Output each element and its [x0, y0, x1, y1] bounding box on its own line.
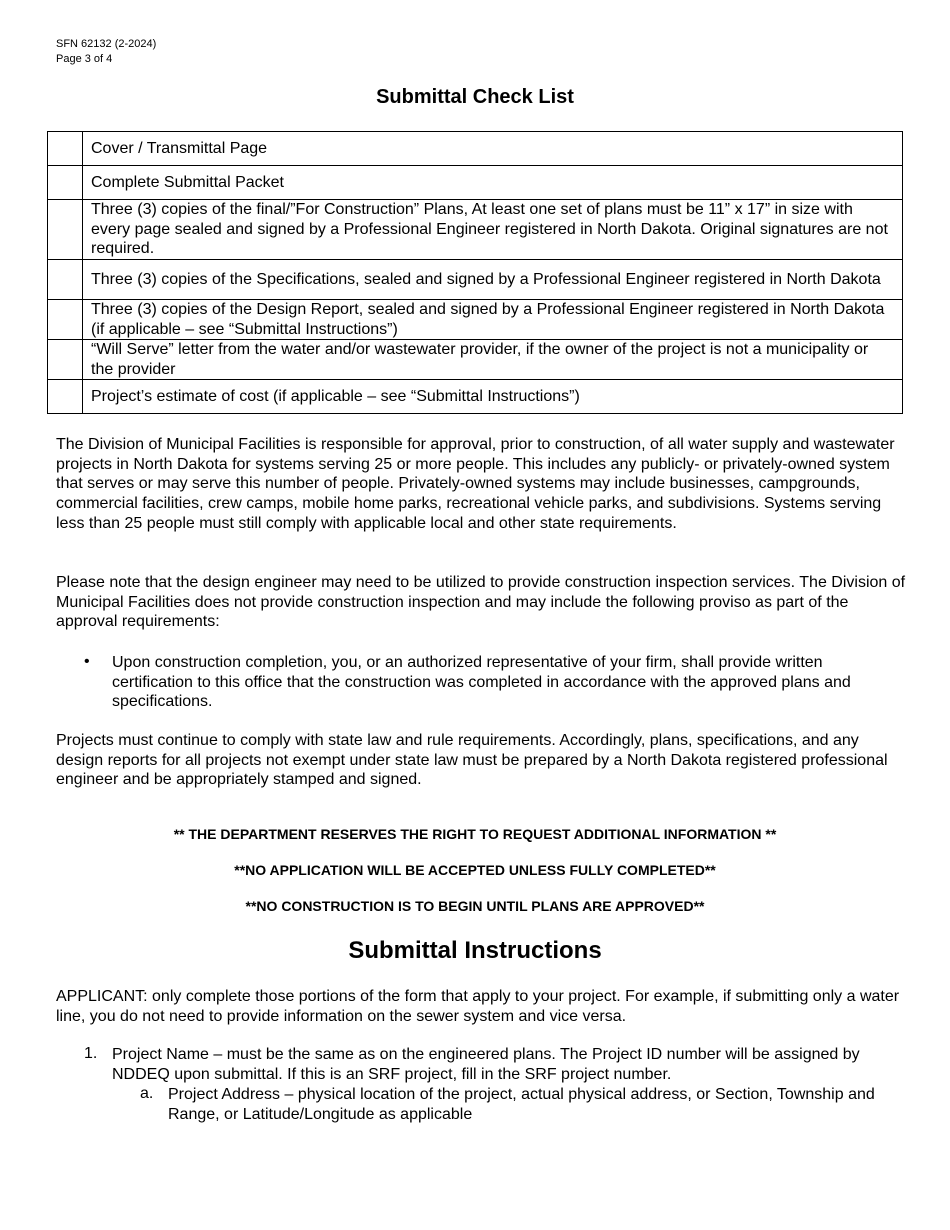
- notice-plans-approved: **NO CONSTRUCTION IS TO BEGIN UNTIL PLANS ARE APPROVED**: [245, 898, 705, 914]
- bullet-construction-certification: Upon construction completion, you, or an authorized representative of your firm, shall provide written certification to this office that the construction was completed in accordance with the approved plans and specifications.: [112, 654, 851, 711]
- table-row: [48, 200, 903, 260]
- checkbox-cell[interactable]: [48, 300, 83, 340]
- list-letter: a.: [140, 1085, 154, 1102]
- table-row: [48, 166, 903, 200]
- instructions-title: Submittal Instructions: [348, 937, 602, 964]
- paragraph-inspection-note: Please note that the design engineer may need to be utilized to provide construction inspection services. The Division of Municipal Facilities does not provide construction inspection and may include the following proviso as part of the approval requirements:: [56, 574, 906, 631]
- notice-fully-completed: **NO APPLICATION WILL BE ACCEPTED UNLESS FULLY COMPLETED**: [234, 862, 716, 878]
- checkbox-cell[interactable]: [48, 380, 83, 414]
- table-row: [48, 260, 903, 300]
- form-identifier: [56, 37, 156, 67]
- bullet-icon: •: [84, 653, 90, 670]
- checklist-item: Three (3) copies of the Specifications, sealed and signed by a Professional Engineer registered in North Dakota: [83, 260, 903, 300]
- checklist-item: Complete Submittal Packet: [83, 166, 903, 200]
- checklist-item: Three (3) copies of the Design Report, sealed and signed by a Professional Engineer registered in North Dakota (if applicable – see “Submittal Instructions”): [83, 300, 903, 340]
- notice-additional-info: ** THE DEPARTMENT RESERVES THE RIGHT TO REQUEST ADDITIONAL INFORMATION **: [173, 826, 777, 842]
- checkbox-cell[interactable]: [48, 132, 83, 166]
- form-number: SFN 62132 (2-2024): [56, 38, 157, 50]
- table-row: [48, 300, 903, 340]
- checklist-item: Cover / Transmittal Page: [83, 132, 903, 166]
- instruction-item-project-address: Project Address – physical location of the project, actual physical address, or Section, Township and Range, or Latitude/Longitude as applicable: [168, 1086, 875, 1123]
- table-row: [48, 132, 903, 166]
- table-row: [48, 340, 903, 380]
- table-row: [48, 380, 903, 414]
- checkbox-cell[interactable]: [48, 166, 83, 200]
- checklist-item: “Will Serve” letter from the water and/or wastewater provider, if the owner of the project is not a municipality or the provider: [83, 340, 903, 380]
- list-number: 1.: [84, 1045, 98, 1062]
- paragraph-compliance: Projects must continue to comply with state law and rule requirements. Accordingly, plans, specifications, and any design reports for all projects not exempt under state law must be prepared by a North Dakota registered professional engineer and be appropriately stamped and signed.: [56, 732, 888, 789]
- checkbox-cell[interactable]: [48, 340, 83, 380]
- paragraph-applicant-intro: APPLICANT: only complete those portions of the form that apply to your project. For example, if submitting only a water line, you do not need to provide information on the sewer system and vice versa.: [56, 988, 900, 1025]
- checkbox-cell[interactable]: [48, 260, 83, 300]
- page-number: Page 3 of 4: [56, 53, 113, 65]
- checkbox-cell[interactable]: [48, 200, 83, 260]
- checklist-item: Project’s estimate of cost (if applicable – see “Submittal Instructions”): [83, 380, 903, 414]
- paragraph-division-responsibility: The Division of Municipal Facilities is responsible for approval, prior to construction, of all water supply and wastewater projects in North Dakota for systems serving 25 or more people. This includes any publicly- or privately-owned system that serves or may serve this number of people. Privately-owned systems may include businesses, campgrounds, commercial facilities, crew camps, mobile home parks, recreational vehicle parks, and subdivisions. Systems serving less than 25 people must still comply with applicable local and other state requirements.: [56, 436, 895, 532]
- checklist-item: Three (3) copies of the final/”For Construction” Plans, At least one set of plans must be 11” x 17” in size with every page sealed and signed by a Professional Engineer registered in North Dakota. Original signatures are not required.: [83, 200, 903, 260]
- instruction-item-project-name: Project Name – must be the same as on the engineered plans. The Project ID number will be assigned by NDDEQ upon submittal. If this is an SRF project, fill in the SRF project number.: [112, 1046, 860, 1083]
- checklist-title: Submittal Check List: [376, 86, 574, 108]
- submittal-checklist-table: [47, 131, 903, 414]
